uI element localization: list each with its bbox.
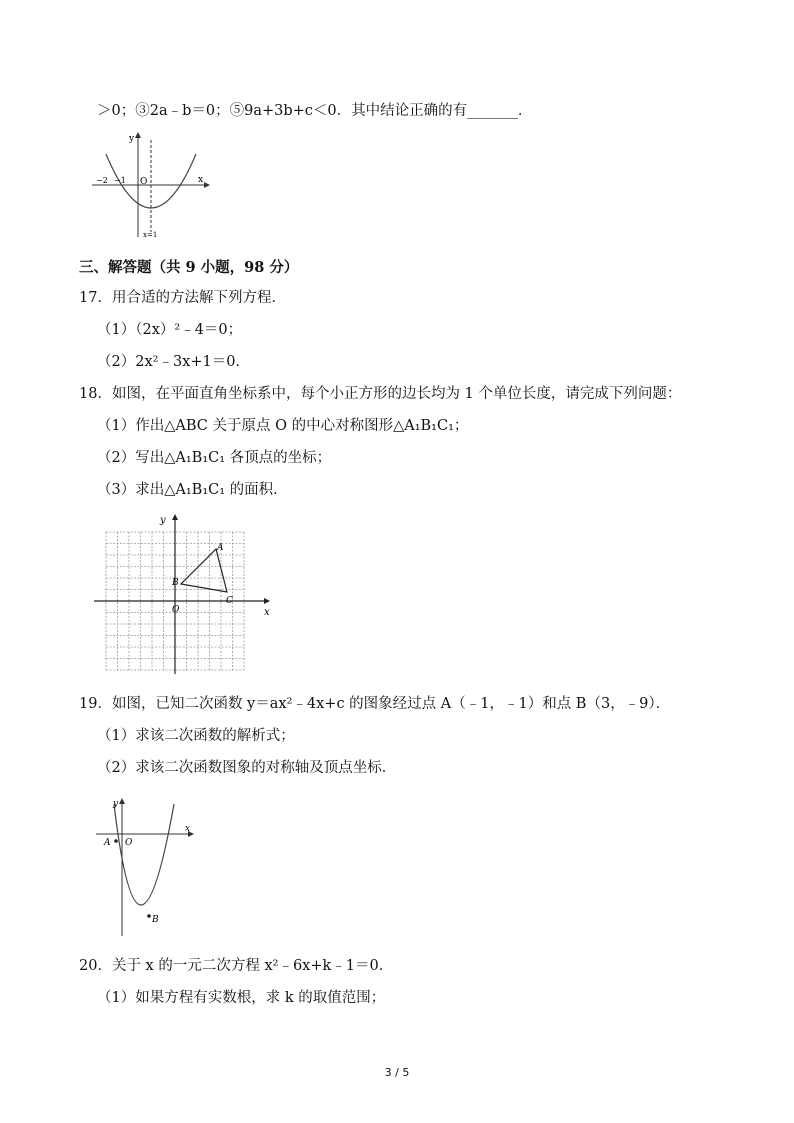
question-18-part-2: （2）写出△A₁B₁C₁ 各顶点的坐标； [97,450,332,466]
question-17-part-2: （2）2x²﹣3x+1＝0． [97,354,250,370]
fig1-x-label: x [198,175,204,185]
fig2-point-c-label: C [226,596,233,606]
figure-parabola-2 [94,796,204,940]
question-19-part-2: （2）求该二次函数图象的对称轴及顶点坐标． [97,760,397,776]
fig1-origin-label: O [140,177,148,187]
fig1-y-label: y [129,134,135,144]
question-18-part-1: （1）作出△ABC 关于原点 O 的中心对称图形△A₁B₁C₁； [97,418,469,434]
fig2-origin-label: O [172,605,180,615]
fig1-tick-minus2: −2 [96,176,108,185]
fig3-x-label: x [185,824,191,834]
question-17-part-1: （1）（2x）²﹣4＝0； [97,322,243,338]
fig2-y-label: y [160,515,166,526]
fig2-x-label: x [264,607,270,618]
question-18: 18．如图，在平面直角坐标系中，每个小正方形的边长均为 1 个单位长度，请完成下列问题： [79,386,682,402]
question-20-part-1: （1）如果方程有实数根，求 k 的取值范围； [97,990,386,1006]
fig1-tick-minus1: −1 [114,176,126,185]
question-19-part-1: （1）求该二次函数的解析式； [97,728,295,744]
figure-parabola-1 [92,132,212,240]
fig3-point-b-label: B [152,915,159,925]
fig2-point-a-label: A [217,543,224,553]
fig3-origin-label: O [125,838,133,848]
figure-grid-triangle [92,512,277,676]
fig1-axis-label: x=1 [143,231,158,239]
fig2-point-b-label: B [172,578,179,588]
question-19: 19．如图，已知二次函数 y＝ax²﹣4x+c 的图象经过点 A（﹣1，﹣1）和点 B（3，﹣9）． [79,696,671,712]
question-20: 20．关于 x 的一元二次方程 x²﹣6x+k﹣1＝0． [79,958,394,974]
fig3-y-label: y [113,799,119,809]
section-heading-3: 三、解答题（共 9 小题，98 分） [79,259,299,276]
question-17: 17．用合适的方法解下列方程． [79,290,286,306]
question-16-tail: ＞0；③2a﹣b＝0；⑤9a+3b+c＜0．其中结论正确的有_______． [97,103,533,119]
fig3-point-a-label: A [104,838,111,848]
page-number: 3 / 5 [384,1066,410,1079]
question-18-part-3: （3）求出△A₁B₁C₁ 的面积． [97,482,288,498]
